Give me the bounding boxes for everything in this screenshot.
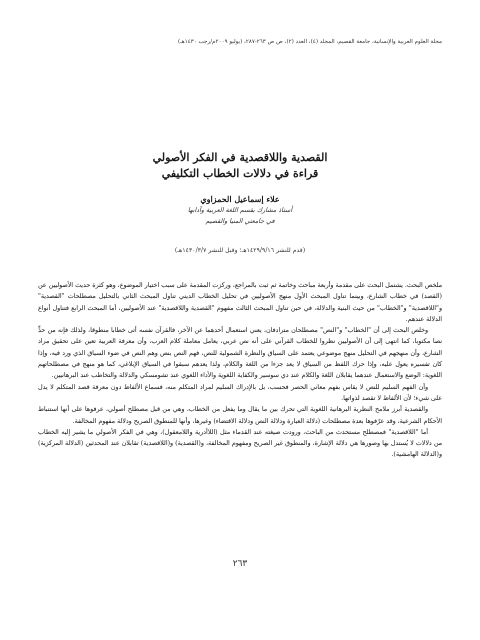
submission-dates: (قدم للنشر ١٤٢٩/٩/١٦هـ؛ وقبل للنشر ١٤٣٠/٣/٧هـ) — [174, 247, 306, 254]
page-number: ٢٦٣ — [232, 559, 248, 569]
abstract-paragraph: ملخص البحث. يشتمل البحث على مقدمة وأربعة مباحث وخاتمة ثم ثبت بالمراجع، وركزت المقدمة على سبب اختيار الموضوع، وهو كثرة حديث الأصوليين عن (القصد) في خطاب الشارع، وبينما تناول المبحث الأول منهج الأصوليين في تحليل الخطاب الديني تناول المبحث الثاني بالتحليل مصطلحات "القصدية" و"اللاقصدية" و"الخطاب" من حيث البنية والدلالة، في حين تناول المبحث الثالث مفهوم "القصدية واللاقصدية" عند الأصوليين، أما المبحث الرابع فتناول أنواع الدلالة عندهم. — [38, 282, 442, 323]
author-affiliation: في جامعتي المنيا والقصيم — [205, 217, 275, 225]
article-title — [0, 150, 480, 182]
abstract-paragraph: أما "اللاقصدية" فمصطلح مستحدث من الباحث، ورودت صيغته عند القدماء مثل (اللاأدرية واللامعقول)، وهي في الفكر الأصولي ما يشير إليه الخطاب من دلالات لا يُستدل بها وصورها هي دلالة الإشارة، والمنطوق غير الصريح ومفهوم المخالفة، و(القصدية) و(اللاقصدية) تقابلان عند المحدثين (الدلالة المركزية) و(الدلالة الهامشية). — [38, 428, 442, 459]
running-header: مجلة العلوم العربية والإنسانية، جامعة القصيم، المجلد (٤)، العدد (٢)، ص ص ٢٦٣-٢٨٧، (يوليو ٢٠٠٩م/رجب ١٤٣٠هـ) — [177, 39, 442, 45]
abstract-paragraph: والقصدية أبرز ملامح النظرية البرهانية اللغوية التي تحرك بين ما يقال وما يفعل من الخطاب، وهي من قبل مصطلح أصولي، عرفوها على أنها استنباط الأحكام الشرعية، وقد عرّفوها بعدة مصطلحات (دلالة العبارة ودلالة النص ودلالة الاقتضاء) وغيرها، وأنها للمنطوق الصريح ودلالة مفهوم المخالفة. — [38, 406, 442, 425]
abstract — [38, 280, 442, 461]
title-line-2: قراءة في دلالات الخطاب التكليفي — [161, 167, 319, 180]
author-position: أستاذ مشارك بقسم اللغة العربية وآدابها — [187, 206, 293, 214]
abstract-paragraph: وخلص البحث إلى أن "الخطاب" و"النص" مصطلحان مترادفان، يعني استعمال أحدهما عن الآخر، فالقرآن نفسه أتى خطابا منطوقا، ولذلك فإنه من حدٍّ نصا مكتوبا، كما انتهى إلى أن الأصوليين نظروا للخطاب القرآني على أنه نص عربي، يعامل معاملة كلام العرب، وأن معرفة العربية تعين على تحقيق مراد الشارع، وأن منهجهم في التحليل منهج موضوعي يعتمد على السياق والنظرة الشمولية للنص، فهم النص بنص وهم النص في ضوء السياق الذي ورد فيه، وإذا كان تفسيره يعول عليه، وإذا حرك اللفظ من السياق لا يعد جزءا من اللغة والكلام، ولذا يعدهم سبقوا في السياق الإبلاغي، كما هو منهج في مصطلحاتهم اللغوية: الوضع والاستعمال عندهما يقابلان اللغة والكلام عند دي سوسير والكفاية اللغوية والأداء اللغوي عند تشومسكي والدلالة والتخاطب عند البرهانيين. — [38, 327, 442, 380]
author-name: علاء إسماعيل الحمزاوي — [200, 194, 280, 204]
abstract-paragraph: وأن الفهم السليم للنص لا يقاس بفهم معاني الحصر فحسب، بل بالإدراك السليم لمراد المتكلم منه، فسماع الألفاظ دون معرفة قصد المتكلم لا يدل على شيء؛ لأن الألفاظ لا تقصد لذواتها. — [38, 383, 442, 402]
title-line-1: القصدية واللاقصدية في الفكر الأصولي — [152, 151, 328, 164]
author-block — [0, 193, 480, 227]
